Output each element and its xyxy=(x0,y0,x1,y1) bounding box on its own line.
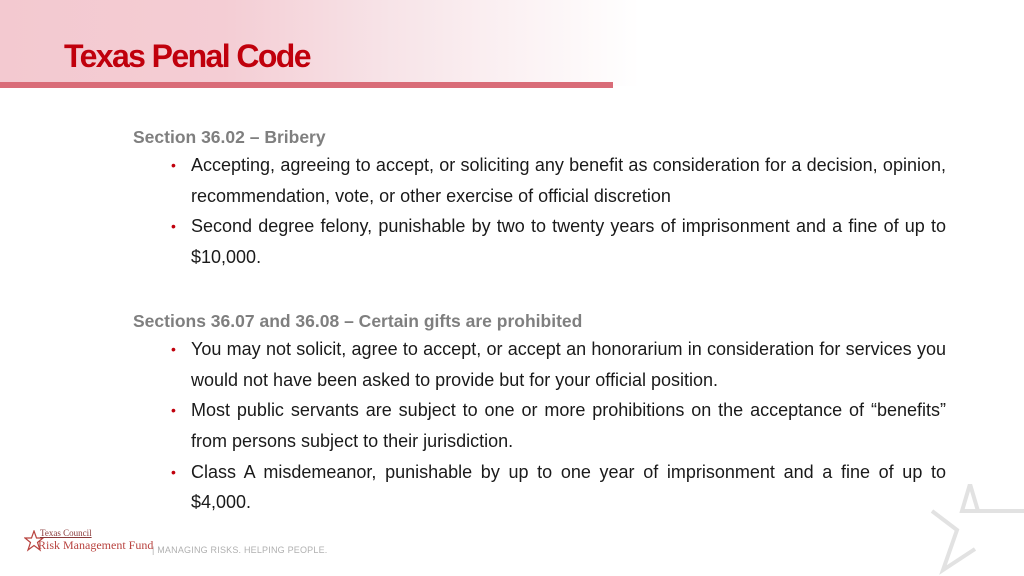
footer xyxy=(24,528,327,558)
bullet-icon: • xyxy=(171,218,176,235)
company-logo xyxy=(24,528,154,558)
bullet-icon: • xyxy=(171,402,176,419)
title-underline xyxy=(0,82,613,88)
tagline: | MANAGING RISKS. HELPING PEOPLE. xyxy=(152,545,328,555)
list-item: • You may not solicit, agree to accept, or accept an honorarium in consideration for services you would not have been asked to provide but for your official position. xyxy=(191,334,946,395)
section-heading: Sections 36.07 and 36.08 – Certain gifts are prohibited xyxy=(133,310,583,331)
page-title: Texas Penal Code xyxy=(64,38,310,74)
bullet-list xyxy=(133,334,946,518)
list-item: • Second degree felony, punishable by two to twenty years of imprisonment and a fine of up to $10,000. xyxy=(191,211,946,272)
list-item: • Most public servants are subject to one or more prohibitions on the acceptance of “benefits” from persons subject to their jurisdiction. xyxy=(191,395,946,456)
bullet-list xyxy=(133,150,946,273)
section-heading: Section 36.02 – Bribery xyxy=(133,127,326,147)
logo-line-1: Texas Council xyxy=(40,528,92,538)
list-item: • Accepting, agreeing to accept, or soliciting any benefit as consideration for a decision, opinion, recommendation, vote, or other exercise of official discretion xyxy=(191,150,946,211)
list-item: • Class A misdemeanor, punishable by up to one year of imprisonment and a fine of up to $4,000. xyxy=(191,457,946,518)
bullet-icon: • xyxy=(171,157,176,173)
slide-content xyxy=(133,124,946,518)
logo-line-2: Risk Management Fund xyxy=(38,538,154,552)
bullet-icon: • xyxy=(171,340,176,357)
star-outline-icon xyxy=(925,484,1024,576)
bullet-icon: • xyxy=(171,463,176,480)
